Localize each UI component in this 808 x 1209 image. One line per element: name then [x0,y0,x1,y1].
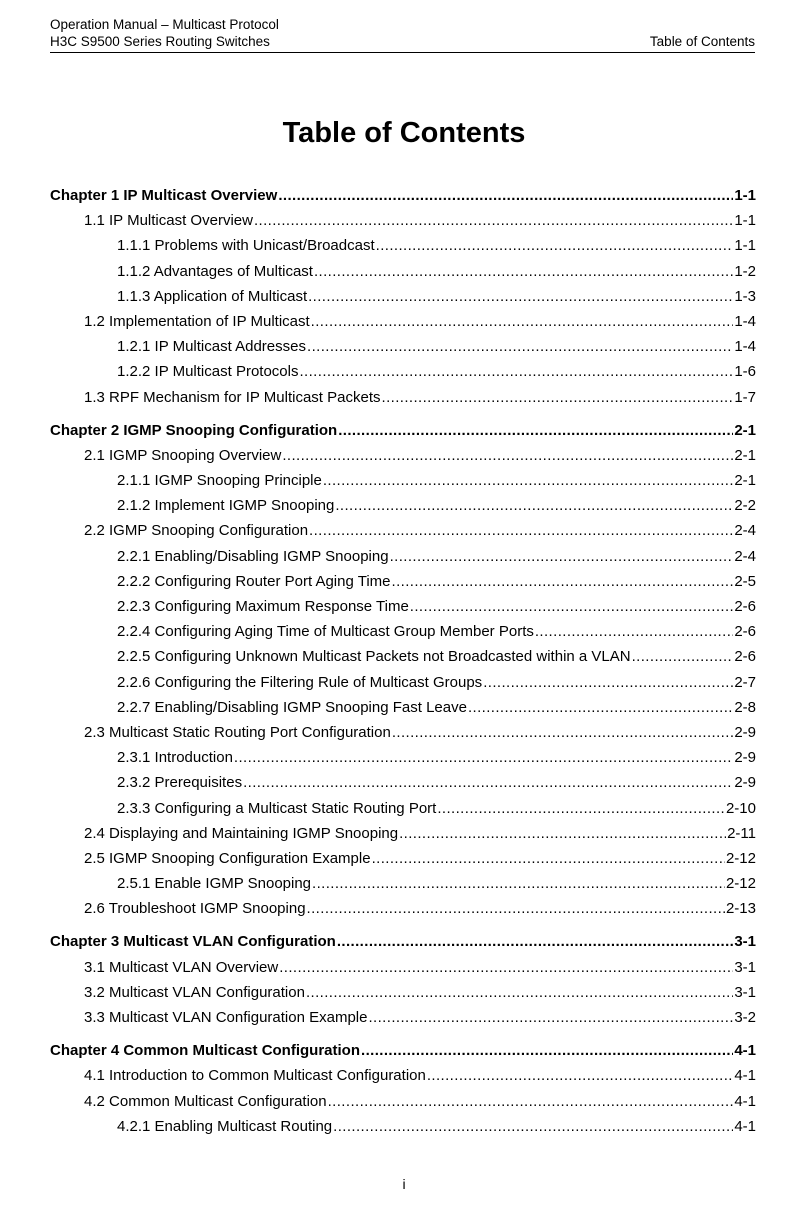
toc-entry-page: 2-1 [734,446,756,464]
table-of-contents [50,187,756,1143]
toc-entry-page: 2-5 [734,572,756,590]
toc-entry-page: 2-9 [734,749,756,767]
toc-section-entry[interactable] [50,1067,756,1092]
dot-leader [328,1093,734,1110]
toc-entry-page: 2-1 [734,472,756,490]
toc-section-entry[interactable] [50,825,756,850]
dot-leader [314,263,733,280]
toc-entry-label: 2.3.2 Prerequisites [117,774,243,792]
toc-chapter-entry[interactable] [50,422,756,447]
toc-chapter-entry[interactable] [50,187,756,212]
toc-entry-label: 1.1.3 Application of Multicast [117,287,308,305]
toc-entry-page: 1-7 [734,388,756,406]
toc-section-entry[interactable] [50,338,756,363]
dot-leader [632,648,734,665]
toc-entry-label: 2.2.6 Configuring the Filtering Rule of Multicast Groups [117,673,483,691]
toc-entry-page: 1-2 [734,262,756,280]
dot-leader [309,522,733,539]
toc-section-entry[interactable] [50,623,756,648]
page-header [50,16,755,53]
toc-entry-label: 2.3.1 Introduction [117,749,233,767]
toc-entry-page: 2-6 [734,623,756,641]
toc-entry-page: 1-4 [734,338,756,356]
toc-entry-label: 3.3 Multicast VLAN Configuration Example [84,1009,368,1026]
toc-entry-label: 2.1.2 Implement IGMP Snooping [117,497,335,515]
dot-leader [372,850,725,867]
toc-entry-label: 1.2.2 IP Multicast Protocols [117,363,299,381]
dot-leader [392,724,733,741]
toc-entry-label: 1.3 RPF Mechanism for IP Multicast Packets [84,388,381,406]
toc-entry-label: 1.1.1 Problems with Unicast/Broadcast [117,237,375,255]
toc-entry-page: 2-6 [734,648,756,666]
toc-section-entry[interactable] [50,237,756,262]
toc-entry-page: 2-12 [725,849,756,867]
toc-section-entry[interactable] [50,212,756,237]
toc-section-entry[interactable] [50,699,756,724]
dot-leader [234,749,733,766]
dot-leader [308,288,733,305]
dot-leader [410,598,734,615]
dot-leader [483,674,733,691]
toc-section-entry[interactable] [50,1093,756,1118]
toc-entry-page: 1-3 [734,287,756,305]
toc-entry-label: 3.2 Multicast VLAN Configuration [84,983,305,1001]
dot-leader [282,447,733,464]
toc-entry-label: 2.3.3 Configuring a Multicast Static Routing Port [117,799,437,817]
toc-entry-label: 2.3 Multicast Static Routing Port Configuration [84,723,391,741]
toc-entry-page: 2-4 [734,547,756,565]
toc-entry-label: 1.1 IP Multicast Overview [84,212,253,230]
toc-entry-label: 2.1 IGMP Snooping Overview [84,446,282,464]
dot-leader [333,1118,733,1135]
dot-leader [361,1042,733,1059]
toc-entry-page: 2-7 [734,673,756,691]
dot-leader [279,959,733,976]
dot-leader [338,422,733,439]
dot-leader [376,237,734,254]
toc-section-entry[interactable] [50,288,756,313]
toc-entry-label: 4.2.1 Enabling Multicast Routing [117,1117,333,1135]
dot-leader [368,1009,733,1026]
toc-entry-label: 2.2.7 Enabling/Disabling IGMP Snooping Fast Leave [117,698,467,716]
toc-section-entry[interactable] [50,959,756,984]
toc-entry-page: 2-2 [734,497,756,515]
toc-entry-page: 1-1 [734,237,756,255]
toc-entry-label: 2.2.2 Configuring Router Port Aging Time [117,572,391,590]
toc-entry-label: 2.5.1 Enable IGMP Snooping [117,875,312,893]
dot-leader [278,187,733,204]
toc-entry-page: 3-1 [734,933,756,951]
toc-entry-label: 4.1 Introduction to Common Multicast Configuration [84,1067,426,1085]
dot-leader [390,548,734,565]
dot-leader [392,573,734,590]
toc-section-entry[interactable] [50,598,756,623]
toc-entry-label: 2.2.5 Configuring Unknown Multicast Packets not Broadcasted within a VLAN [117,648,631,666]
toc-section-entry[interactable] [50,263,756,288]
toc-entry-label: 2.2.4 Configuring Aging Time of Multicast Group Member Ports [117,623,534,641]
dot-leader [307,338,733,355]
toc-section-entry[interactable] [50,1118,756,1143]
toc-entry-page: 2-11 [727,824,756,842]
toc-section-entry[interactable] [50,1009,756,1034]
toc-entry-label: 2.5 IGMP Snooping Configuration Example [84,849,371,867]
toc-section-entry[interactable] [50,774,756,799]
dot-leader [382,389,734,406]
toc-entry-label: 2.2.3 Configuring Maximum Response Time [117,598,409,615]
toc-entry-label: 1.1.2 Advantages of Multicast [117,262,313,280]
toc-section-entry[interactable] [50,313,756,338]
dot-leader [535,623,733,640]
toc-chapter-entry[interactable] [50,1042,756,1067]
toc-section-entry[interactable] [50,363,756,388]
dot-leader [254,212,733,229]
toc-entry-page: 2-9 [734,774,756,792]
toc-section-entry[interactable] [50,674,756,699]
header-section-name: Table of Contents [649,34,755,49]
dot-leader [427,1067,733,1084]
toc-entry-page: 1-4 [734,312,756,330]
dot-leader [468,699,733,716]
toc-chapter-entry[interactable] [50,933,756,958]
page-number: i [402,1176,406,1192]
toc-entry-label: 3.1 Multicast VLAN Overview [84,958,279,976]
toc-entry-page: 2-12 [725,875,756,893]
toc-section-entry[interactable] [50,900,756,925]
toc-entry-label: 2.6 Troubleshoot IGMP Snooping [84,900,306,918]
toc-entry-page: 4-1 [734,1042,756,1060]
toc-entry-page: 3-2 [734,1009,756,1026]
toc-section-entry[interactable] [50,389,756,414]
dot-leader [312,875,725,892]
toc-entry-label: Chapter 2 IGMP Snooping Configuration [50,421,338,439]
header-manual-title: Operation Manual – Multicast Protocol [50,17,279,32]
header-product-name: H3C S9500 Series Routing Switches [50,34,270,49]
toc-section-entry[interactable] [50,800,756,825]
toc-section-entry[interactable] [50,850,756,875]
toc-entry-label: 2.2 IGMP Snooping Configuration [84,522,309,540]
toc-entry-page: 4-1 [734,1117,756,1135]
toc-entry-page: 2-9 [734,723,756,741]
toc-section-entry[interactable] [50,472,756,497]
toc-entry-page: 2-4 [734,522,756,540]
toc-entry-page: 2-6 [734,598,756,615]
toc-entry-label: Chapter 1 IP Multicast Overview [50,187,278,204]
toc-section-entry[interactable] [50,984,756,1009]
toc-entry-page: 2-1 [734,421,756,439]
toc-entry-page: 1-1 [734,187,756,204]
dot-leader [311,313,734,330]
page-title: Table of Contents [282,117,526,149]
toc-entry-page: 4-1 [734,1067,756,1085]
toc-section-entry[interactable] [50,447,756,472]
toc-section-entry[interactable] [50,648,756,673]
toc-entry-label: Chapter 3 Multicast VLAN Configuration [50,933,336,951]
toc-entry-page: 1-6 [734,363,756,381]
dot-leader [437,800,725,817]
dot-leader [399,825,726,842]
toc-entry-label: Chapter 4 Common Multicast Configuration [50,1042,361,1060]
toc-section-entry[interactable] [50,724,756,749]
toc-entry-page: 2-8 [734,698,756,716]
toc-section-entry[interactable] [50,497,756,522]
toc-entry-label: 4.2 Common Multicast Configuration [84,1092,327,1110]
toc-entry-label: 1.2 Implementation of IP Multicast [84,312,310,330]
toc-entry-page: 2-13 [725,900,756,918]
toc-entry-page: 2-10 [725,799,756,817]
dot-leader [323,472,733,489]
toc-entry-label: 2.2.1 Enabling/Disabling IGMP Snooping [117,547,389,565]
toc-entry-label: 2.1.1 IGMP Snooping Principle [117,472,322,490]
toc-entry-page: 4-1 [734,1092,756,1110]
dot-leader [335,497,733,514]
toc-entry-label: 2.4 Displaying and Maintaining IGMP Snooping [84,824,399,842]
toc-section-entry[interactable] [50,573,756,598]
dot-leader [337,933,733,950]
toc-entry-label: 1.2.1 IP Multicast Addresses [117,338,306,356]
dot-leader [243,774,733,791]
toc-entry-page: 3-1 [734,983,756,1001]
toc-section-entry[interactable] [50,548,756,573]
dot-leader [299,363,733,380]
toc-section-entry[interactable] [50,875,756,900]
toc-entry-page: 1-1 [734,212,756,230]
dot-leader [306,984,733,1001]
dot-leader [307,900,725,917]
toc-entry-page: 3-1 [734,958,756,976]
toc-section-entry[interactable] [50,522,756,547]
toc-section-entry[interactable] [50,749,756,774]
